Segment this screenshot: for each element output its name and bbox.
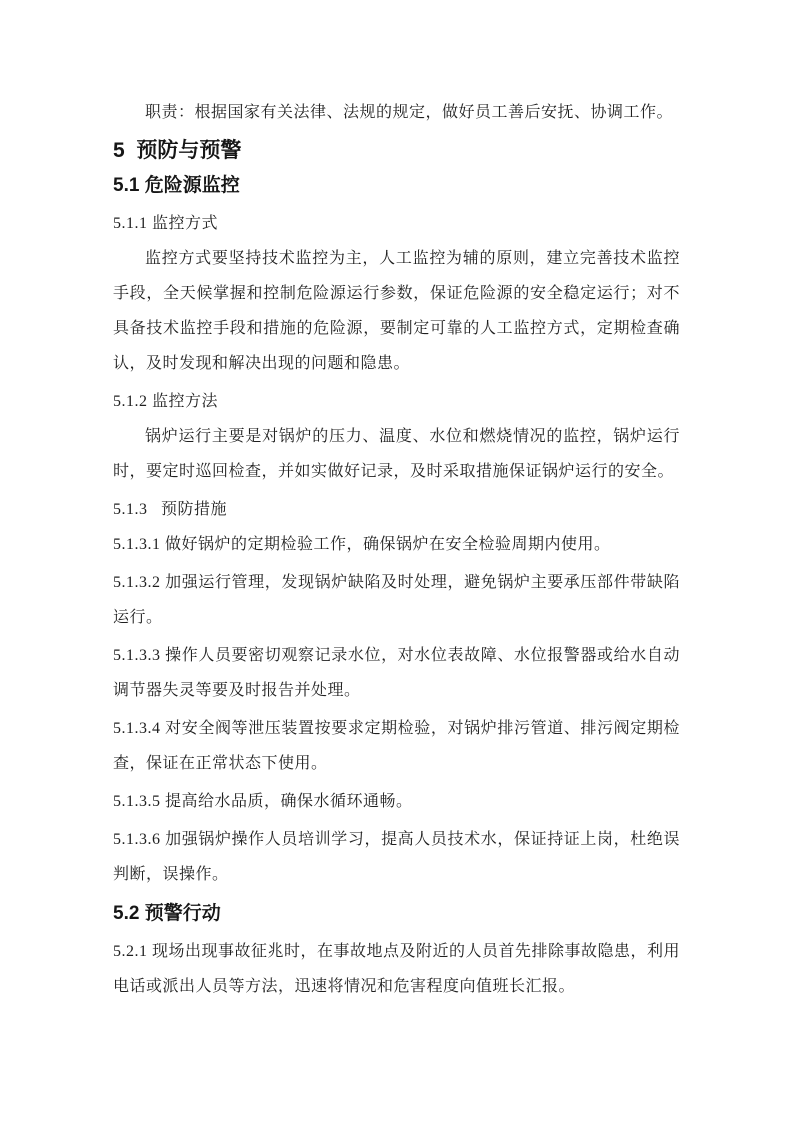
heading-5-1-2-monitoring-method: 5.1.2 监控方法 [113, 393, 219, 410]
clause-5-1-3-6: 5.1.3.6 加强锅炉操作人员培训学习，提高人员技术水，保证持证上岗，杜绝误判断，误操作。 [113, 831, 680, 883]
clause-5-1-3-2: 5.1.3.2 加强运行管理，发现锅炉缺陷及时处理，避免锅炉主要承压部件带缺陷运行。 [113, 574, 680, 626]
clause-5-1-3-4: 5.1.3.4 对安全阀等泄压装置按要求定期检验，对锅炉排污管道、排污阀定期检查，保证在正常状态下使用。 [113, 720, 680, 772]
clause-5-2-1: 5.2.1 现场出现事故征兆时，在事故地点及附近的人员首先排除事故隐患，利用电话或派出人员等方法，迅速将情况和危害程度向值班长汇报。 [113, 943, 681, 995]
para-duties: 职责：根据国家有关法律、法规的规定，做好员工善后安抚、协调工作。 [145, 104, 674, 121]
document-body [113, 95, 680, 1004]
heading-5-1-1-monitoring-mode: 5.1.1 监控方式 [113, 215, 219, 232]
heading-5-1-hazard-source-monitoring: 5.1 危险源监控 [113, 175, 240, 196]
clause-5-1-3-1: 5.1.3.1 做好锅炉的定期检验工作，确保锅炉在安全检验周期内使用。 [113, 536, 611, 553]
heading-5-1-3-preventive-measures: 5.1.3 预防措施 [113, 501, 228, 518]
clause-5-1-3-3: 5.1.3.3 操作人员要密切观察记录水位，对水位表故障、水位报警器或给水自动调节器失灵等要及时报告并处理。 [113, 647, 680, 699]
para-5-1-2-monitoring-method: 锅炉运行主要是对锅炉的压力、温度、水位和燃烧情况的监控，锅炉运行时，要定时巡回检查，并如实做好记录，及时采取措施保证锅炉运行的安全。 [113, 428, 680, 480]
clause-5-1-3-5: 5.1.3.5 提高给水品质，确保水循环通畅。 [113, 793, 413, 810]
heading-5-2-warning-action: 5.2 预警行动 [113, 903, 221, 924]
heading-5-prevention-and-warning: 5 预防与预警 [113, 139, 242, 162]
para-5-1-1-monitoring-mode: 监控方式要坚持技术监控为主，人工监控为辅的原则，建立完善技术监控手段，全天候掌握和控制危险源运行参数，保证危险源的安全稳定运行；对不具备技术监控手段和措施的危险源，要制定可靠的人工监控方式，定期检查确认，及时发现和解决出现的问题和隐患。 [113, 250, 680, 372]
